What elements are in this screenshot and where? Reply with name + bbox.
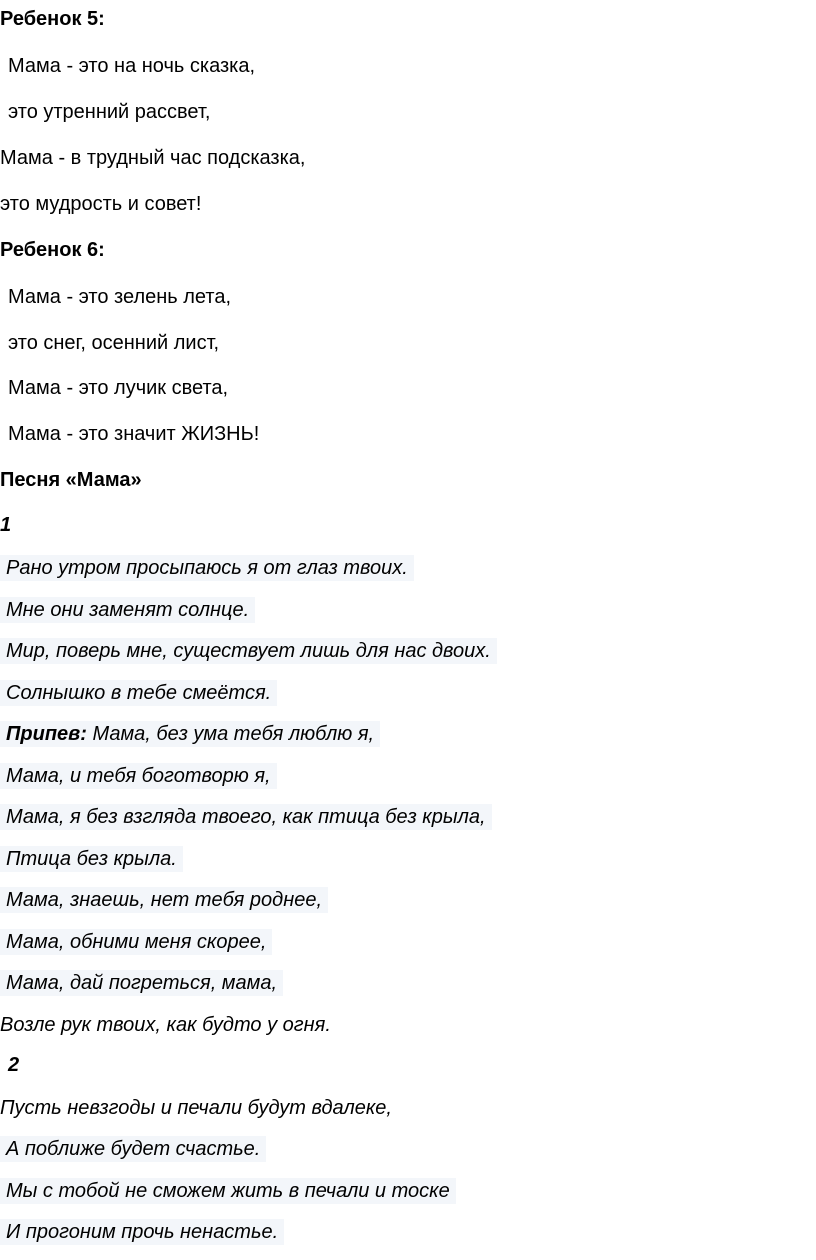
- chorus-line-6: Мама, обними меня скорее,: [0, 929, 272, 955]
- chorus-line-7: Мама, дай погреться, мама,: [0, 970, 283, 996]
- child5-line-3: Мама - в трудный час подсказка,: [0, 147, 306, 169]
- verse2-number: 2: [8, 1054, 20, 1076]
- verse2-line-2: А поближе будет счастье.: [0, 1136, 266, 1162]
- chorus-line-8: Возле рук твоих, как будто у огня.: [0, 1014, 331, 1036]
- child5-line-2: это утренний рассвет,: [8, 101, 211, 123]
- chorus-line-1: [0, 721, 380, 747]
- child6-line-1: Мама - это зелень лета,: [8, 286, 231, 308]
- child6-line-3: Мама - это лучик света,: [8, 377, 229, 399]
- chorus-line-5: Мама, знаешь, нет тебя роднее,: [0, 887, 328, 913]
- verse1-line-2: Мне они заменят солнце.: [0, 597, 255, 623]
- child6-heading: Ребенок 6:: [0, 239, 105, 261]
- song-title: Песня «Мама»: [0, 469, 142, 491]
- verse1-number: 1: [0, 514, 12, 536]
- verse2-line-4: И прогоним прочь ненастье.: [0, 1219, 284, 1245]
- chorus-first-line: Мама, без ума тебя люблю я,: [86, 723, 375, 745]
- child5-line-4: это мудрость и совет!: [0, 193, 202, 215]
- verse1-line-4: Солнышко в тебе смеётся.: [0, 680, 277, 706]
- verse2-line-1: Пусть невзгоды и печали будут вдалеке,: [0, 1097, 392, 1119]
- chorus-line-3: Мама, я без взгляда твоего, как птица без крыла,: [0, 804, 492, 830]
- chorus-label: Припев:: [6, 723, 87, 745]
- verse2-line-3: Мы с тобой не сможем жить в печали и тоске: [0, 1178, 456, 1204]
- child6-line-2: это снег, осенний лист,: [8, 332, 220, 354]
- child5-heading: Ребенок 5:: [0, 8, 105, 30]
- chorus-line-4: Птица без крыла.: [0, 846, 183, 872]
- child6-line-4: Мама - это значит ЖИЗНЬ!: [8, 423, 260, 445]
- chorus-line-2: Мама, и тебя боготворю я,: [0, 763, 277, 789]
- child5-line-1: Мама - это на ночь сказка,: [8, 55, 256, 77]
- verse1-line-1: Рано утром просыпаюсь я от глаз твоих.: [0, 555, 414, 581]
- verse1-line-3: Мир, поверь мне, существует лишь для нас двоих.: [0, 638, 497, 664]
